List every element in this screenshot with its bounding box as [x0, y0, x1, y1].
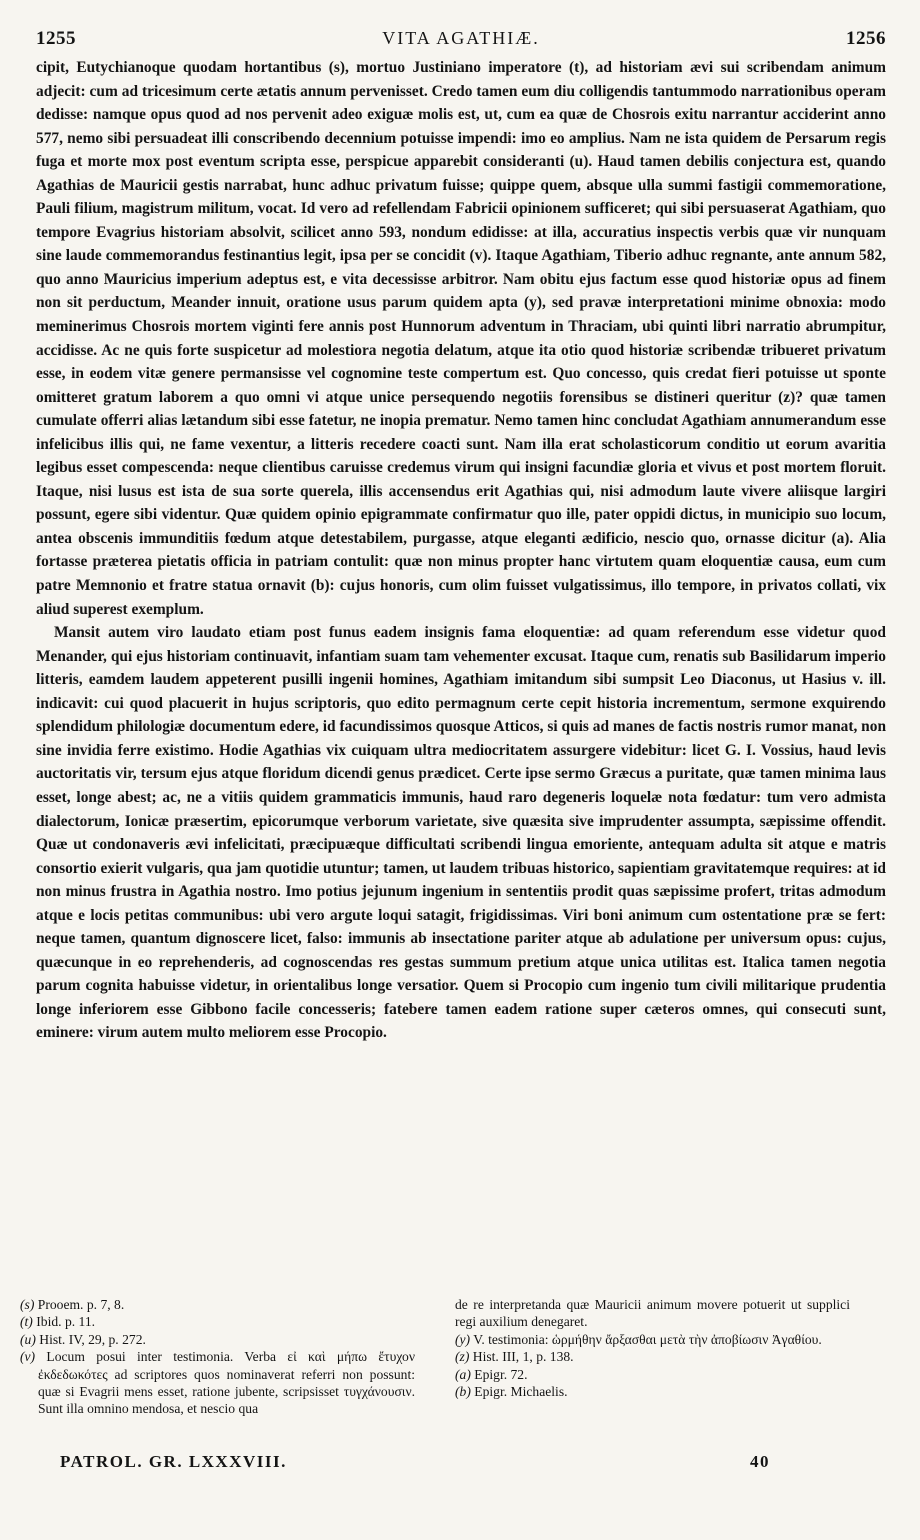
page — [36, 28, 886, 1518]
footnote-mark: (t) — [20, 1314, 33, 1330]
footnote-mark: (y) — [455, 1331, 471, 1347]
footnote-v-continuation: de re interpretanda quæ Mauricii animum movere potuerit ut supplici regi auxilium denegaret. — [455, 1297, 850, 1330]
running-head — [36, 28, 886, 50]
footnote-mark: (b) — [455, 1384, 471, 1400]
footnote-text: Locum posui inter testimonia. Verba εἰ καὶ μήπω ἔτυχον ἐκδεδωκότες ad scriptores quos nominaverat referri non possunt: quæ si Evagrii mens esset, ratione jubente, scripsisset τυγχάνουσιν. Sunt illa omnino mendosa, et nescio qua — [38, 1349, 415, 1417]
footnote-text: Epigr. Michaelis. — [474, 1384, 568, 1400]
footnote-u — [20, 1331, 415, 1348]
footnotes — [20, 1296, 850, 1418]
footnote-a — [455, 1366, 850, 1383]
footnote-mark: (u) — [20, 1331, 36, 1347]
footnote-text: Hist. III, 1, p. 138. — [472, 1349, 574, 1365]
page-footer — [60, 1452, 770, 1472]
footnote-s — [20, 1296, 415, 1313]
running-title: VITA AGATHIÆ. — [382, 28, 540, 48]
footnote-z — [455, 1348, 850, 1365]
paragraph-1: cipit, Eutychianoque quodam hortantibus (s), mortuo Justiniano imperatore (t), ad historiam ævi sui scribendam animum adjecit: cum ad tricesimum certe ætatis annum pervenisset. Credo tamen eum diu colligendis tantummodo narrationibus operam dedisse: namque opus quod ad nos pervenit adeo exiguæ molis est, ut, cum ea quæ de Chosrois exitu narrantur acciderint anno 577, nemo sibi persuadeat illi conscribendo decennium potuisse impendi: imo eo amplius. Nam ne ista quidem de Persarum regis fuga et morte mox post eventum scripta esse, perspicue apparebit consideranti (u). Haud tamen debilis conjectura est, quando Agathias de Mauricii gestis narrabat, hunc adhuc privatum fuisse; quippe quem, absque ulla summi fastigii commemoratione, Pauli filium, magistrum militum, vocat. Id vero ad refellendam Fabricii opinionem sufficeret; qui sibi persuaserat Agathiam, quo tempore Evagrius historiam absolvit, scilicet anno 593, nondum edidisse: at illa, accuratius inspectis verbis quæ vir nunquam sine laude commemorandus festinantius legit, ipsa per se concidit (v). Itaque Agathiam, Tiberio adhuc regnante, ante annum 582, quo anno Mauricius imperium adeptus est, e vita decessisse arbitror. Nam obitu ejus factum esse quod historiæ opus ad finem non sit perductum, Meander innuit, oratione usus parum quidem apta (y), sed pravæ interpretationi minime obnoxia: modo meminerimus Chosrois mortem viginti fere annis post Hunnorum adventum in Thraciam, ubi quinti libri narratio abrumpitur, accidisse. Ac ne quis forte suspicetur ad molestiora negotia delatum, atque ita otio quod historiæ scribendæ tribueret privatum esse, in eodem vitæ genere permansisse vel cognomine teste compertum est. Quo concesso, quis credat fieri potuisse ut sponte omitteret gratum laborem a quo omni vi atque unice persequendo negotiis forensibus se distineri queritur (z)? quæ tamen cumulate offerri alias lætandum sibi esse fatetur, ne inopia prematur. Nemo tamen hinc concludat Agathiam annumerandum esse infelicibus illis qui, ne fame vexentur, a litteris recedere coacti sunt. Nam illa erat scholasticorum conditio ut eorum avaritia legibus esset compescenda: neque clientibus caruisse credemus virum qui insigni facundiæ gloria et vivus et post mortem floruit. Itaque, nisi lusus est ista de sua sorte querela, illis accensendus erit Agathias qui, nisi admodum laute vivere aliisque largiri possunt, egere sibi videntur. Quæ quidem opinio epigrammate confirmatur quo ille, pater oppidi dictus, in municipio suo locum, antea obscenis immunditiis fœdum atque detestabilem, purgasse, atque eleganti ædificio, nescio quo, ornasse dicitur (a). Alia fortasse præterea pietatis officia in patriam contulit: quæ non minus propter hanc virtutem quam eloquentiæ causa, eum cum patre Memnonio et fratre statua ornavit (b): cujus honoris, cum olim fuisset vulgatissimus, illo tempore, in privatos collati, vix aliud superest exemplum. — [36, 59, 886, 618]
footnote-mark: (v) — [20, 1349, 36, 1365]
footnote-text: Hist. IV, 29, p. 272. — [39, 1331, 146, 1347]
printer-signature: PATROL. GR. LXXXVIII. — [60, 1452, 287, 1471]
footnote-text: Ibid. p. 11. — [36, 1314, 96, 1330]
footnote-mark: (z) — [455, 1349, 470, 1365]
right-page-number: 1256 — [846, 28, 886, 49]
footnote-text: V. testimonia: ὡρμήθην ἄρξασθαι μετὰ τὴν ἀποβίωσιν Ἀγαθίου. — [473, 1331, 822, 1347]
footnotes-left-column — [20, 1296, 415, 1418]
footnote-y — [455, 1331, 850, 1348]
paragraph-2: Mansit autem viro laudato etiam post funus eadem insignis fama eloquentiæ: ad quam referendum esse videtur quod Menander, qui ejus historiam continuavit, infantiam suam tam vehementer excusat. Itaque cum, renatis sub Basilidarum imperio litteris, eamdem laudem appeterent pusilli ingenii homines, Agathiam imitandum sibi sumpsit Leo Diaconus, ut Hasius v. ill. indicavit: cui quod placuerit in hujus scriptoris, quo edito permagnum certe cepit historia incrementum, sermone exquirendo splendidum philologiæ documentum edere, id facundissimos quosque Atticos, si quis ad manes de factis nostris rumor manat, non sine invidia ferre existimo. Hodie Agathias vix cuiquam ultra mediocritatem assurgere videbitur: licet G. I. Vossius, haud levis auctoritatis vir, tersum ejus atque floridum dicendi genus prædicet. Certe ipse sermo Græcus a puritate, quæ tamen minima laus esset, longe abest; ac, ne a vitiis quidem grammaticis immunis, haud raro degeneris loquelæ nota fœdatur: tum vero admista dialectorum, Ionicæ præsertim, epicorumque verborum varietate, sive quæsita sive imprudenter assumpta, sæpissime offendit. Quæ ut condonaveris ævi infelicitati, præcipuæque difficultati scribendi lingua emoriente, antequam adulta sit atque e matris consortio exierit vulgaris, qua jam quotidie utuntur; tamen, ut laudem tribuas historico, sapientiam gravitatemque requires: at id non minus frustra in Agathia nostro. Imo potius jejunum ingenium in sententiis prodit quas sæpissime profert, tritas admodum atque e locis petitas communibus: ubi vero argute loqui satagit, frigidissimas. Viri boni animum cum ostentatione præ se fert: neque tamen, quantum dignoscere licet, falso: immunis ab insectatione pariter atque ab adulatione per universum opus: cujus, quæcunque in eo reprehenderis, ad cognoscendas res gestas summum pretium atque unica utilitas est. Italica tamen negotia parum cognita habuisse videtur, in orientalibus longe versatior. Quem si Procopio cum ingenio tum civili militarique prudentia longe inferiorem esse Gibbono facile concesseris; fatebere tamen eadem ratione super cæteros omnes, qui consecuti sunt, eminere: virum autem multo meliorem esse Procopio. — [36, 624, 886, 1042]
footnote-v — [20, 1348, 415, 1418]
left-page-number: 1255 — [36, 28, 76, 49]
footnote-t — [20, 1313, 415, 1330]
footnotes-right-column — [455, 1296, 850, 1418]
footnote-b — [455, 1383, 850, 1400]
footnote-mark: (a) — [455, 1366, 471, 1382]
sheet-number: 40 — [750, 1452, 770, 1471]
footnote-mark: (s) — [20, 1297, 35, 1312]
footnote-text: Epigr. 72. — [474, 1366, 528, 1382]
footnote-text: Prooem. p. 7, 8. — [37, 1297, 125, 1312]
main-text — [36, 56, 886, 1045]
